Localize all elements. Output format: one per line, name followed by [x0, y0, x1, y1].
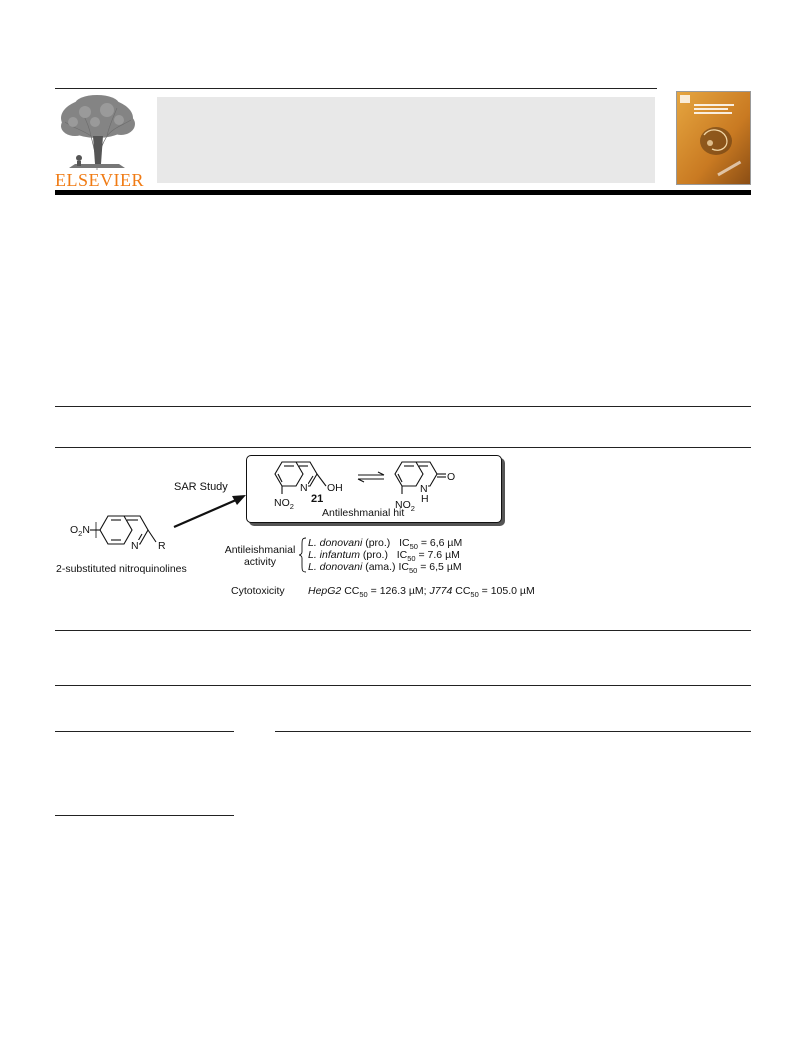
hit-compound-number: 21: [311, 493, 324, 505]
start-compound-caption: 2-substituted nitroquinolines: [56, 563, 187, 575]
activity-row-1: L. donovani (pro.) $IC_{50} = 6,6$ µM: [308, 537, 463, 551]
cc-measure-2: CC: [455, 585, 471, 597]
sar-arrow: [170, 490, 250, 530]
hit-left-oh: OH: [327, 482, 343, 494]
left-column-rule: [55, 815, 234, 816]
hit-caption: Antileshmanial hit: [322, 507, 405, 519]
activity-row-2: L. infantum (pro.) $IC_{50} = 7.6$ µM: [308, 549, 460, 563]
cytotoxicity-values: HepG2 $CC_{50} = 126.3$ µM; J774 $CC_{50} = 105.0$ µM: [308, 585, 535, 599]
hit-left-no2: $NO_2$: [274, 497, 294, 511]
ring-nitrogen-label: N: [131, 540, 139, 552]
no2-substituent-label: $O_2N$: [70, 524, 90, 538]
section-rule: [55, 630, 751, 631]
activity-row-3: L. donovani (ama.) $IC_{50} = 6,5$ µM: [308, 561, 462, 575]
hit-left-ring-n: N: [300, 482, 308, 494]
section-rule: [55, 685, 751, 686]
cytotoxicity-label: Cytotoxicity: [231, 585, 285, 597]
journal-cover-thumbnail: [676, 91, 751, 185]
hit-right-nh-n: N: [420, 483, 428, 495]
activity-label: Antileishmanial activity: [224, 544, 296, 568]
r-group-label: R: [158, 540, 166, 552]
elsevier-wordmark: ELSEVIER: [55, 170, 144, 190]
left-column-rule: [55, 731, 234, 732]
sar-study-label: SAR Study: [174, 481, 228, 493]
journal-banner: [157, 97, 655, 183]
hit-right-carbonyl-o: O: [447, 471, 456, 483]
activity-brace: [298, 537, 308, 573]
section-rule: [55, 406, 751, 407]
hit-compound-tautomers: [262, 456, 492, 512]
header-top-rule: [55, 88, 657, 89]
section-rule: [55, 447, 751, 448]
hit-right-no2: $NO_2$: [395, 499, 415, 513]
header-bottom-bar: [55, 190, 751, 195]
right-column-rule: [275, 731, 751, 732]
hit-right-nh-h: H: [421, 493, 429, 505]
